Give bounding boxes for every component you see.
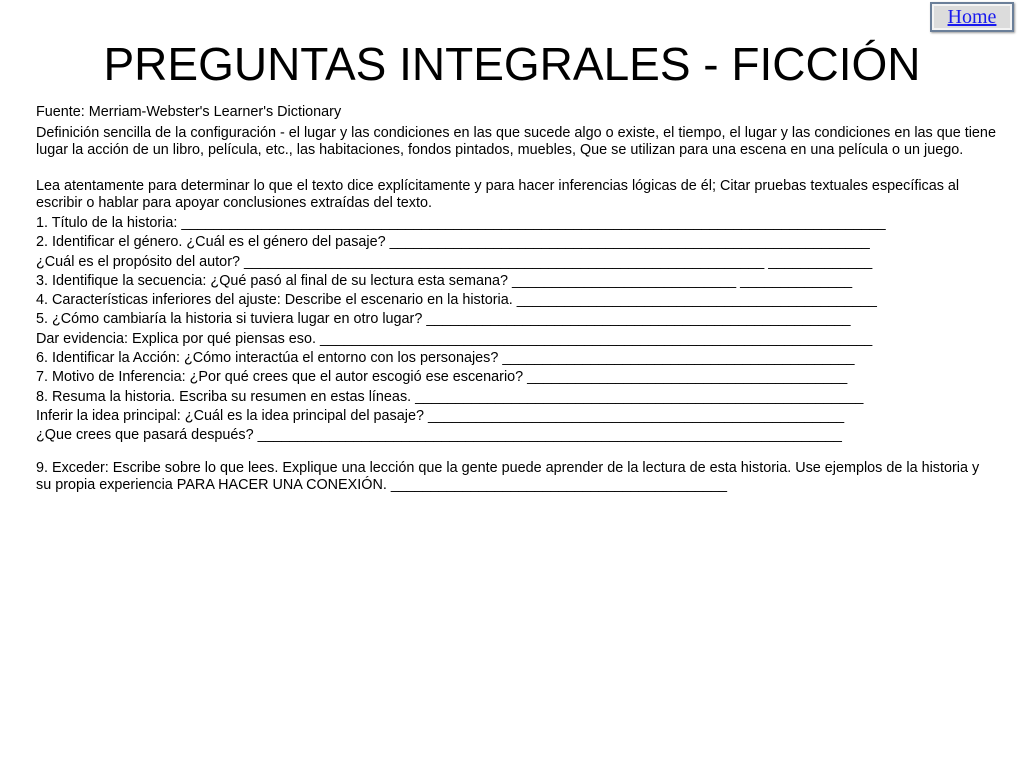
question-evidence: Dar evidencia: Explica por qué piensas eso. _____________________________________________________________________ — [36, 330, 873, 347]
question-title: 1. Título de la historia: ________________________________________________________________________________________ — [36, 215, 886, 231]
definition-text: Definición sencilla de la configuración - el lugar y las condiciones en las que sucede algo o existe, el tiempo, el lugar y las condiciones en las que tiene lugar la acción de un libro, película, etc., las habitaciones, fondos pintados, muebles, Que se utilizan para una escena en una película o un juego. — [36, 125, 1000, 158]
instructions-text: Lea atentamente para determinar lo que el texto dice explícitamente y para hacer inferencias lógicas de él; Citar pruebas textuales específicas al escribir o hablar para apoyar conclusiones extraídas del texto. — [36, 178, 964, 211]
worksheet-body — [36, 104, 1000, 494]
question-exceed: 9. Exceder: Escribe sobre lo que lees. Explique una lección que la gente puede aprender de la lectura de esta historia. Use ejemplos de la historia y su propia experiencia PARA HACER UNA CONEXIÓN. __________________________________________ — [36, 460, 984, 494]
home-link[interactable]: Home — [947, 5, 997, 28]
page-title: PREGUNTAS INTEGRALES - FICCIÓN — [103, 38, 921, 90]
question-change-setting: 5. ¿Cómo cambiaría la historia si tuviera lugar en otro lugar? _____________________________________________________ — [36, 311, 851, 328]
question-setting-features: 4. Características inferiores del ajuste: Describe el escenario en la historia. _____________________________________________ — [36, 292, 877, 309]
question-inference-motive: 7. Motivo de Inferencia: ¿Por qué crees que el autor escogió ese escenario? ________________________________________ — [36, 369, 848, 386]
source-text: Fuente: Merriam-Webster's Learner's Dictionary — [36, 104, 342, 120]
home-button[interactable] — [930, 2, 1014, 32]
question-author-purpose: ¿Cuál es el propósito del autor? _________________________________________________________________ _____________ — [36, 253, 873, 270]
question-action: 6. Identificar la Acción: ¿Cómo interactúa el entorno con los personajes? ____________________________________________ — [36, 350, 855, 367]
question-sequence: 3. Identifique la secuencia: ¿Qué pasó al final de su lectura esta semana? ____________________________ ______________ — [36, 272, 853, 289]
question-prediction: ¿Que crees que pasará después? _________________________________________________________________________ — [36, 427, 842, 444]
question-genre: 2. Identificar el género. ¿Cuál es el género del pasaje? ____________________________________________________________ — [36, 234, 870, 251]
question-summary: 8. Resuma la historia. Escriba su resumen en estas líneas. ________________________________________________________ — [36, 388, 864, 405]
question-main-idea: Inferir la idea principal: ¿Cuál es la idea principal del pasaje? ____________________________________________________ — [36, 407, 845, 424]
